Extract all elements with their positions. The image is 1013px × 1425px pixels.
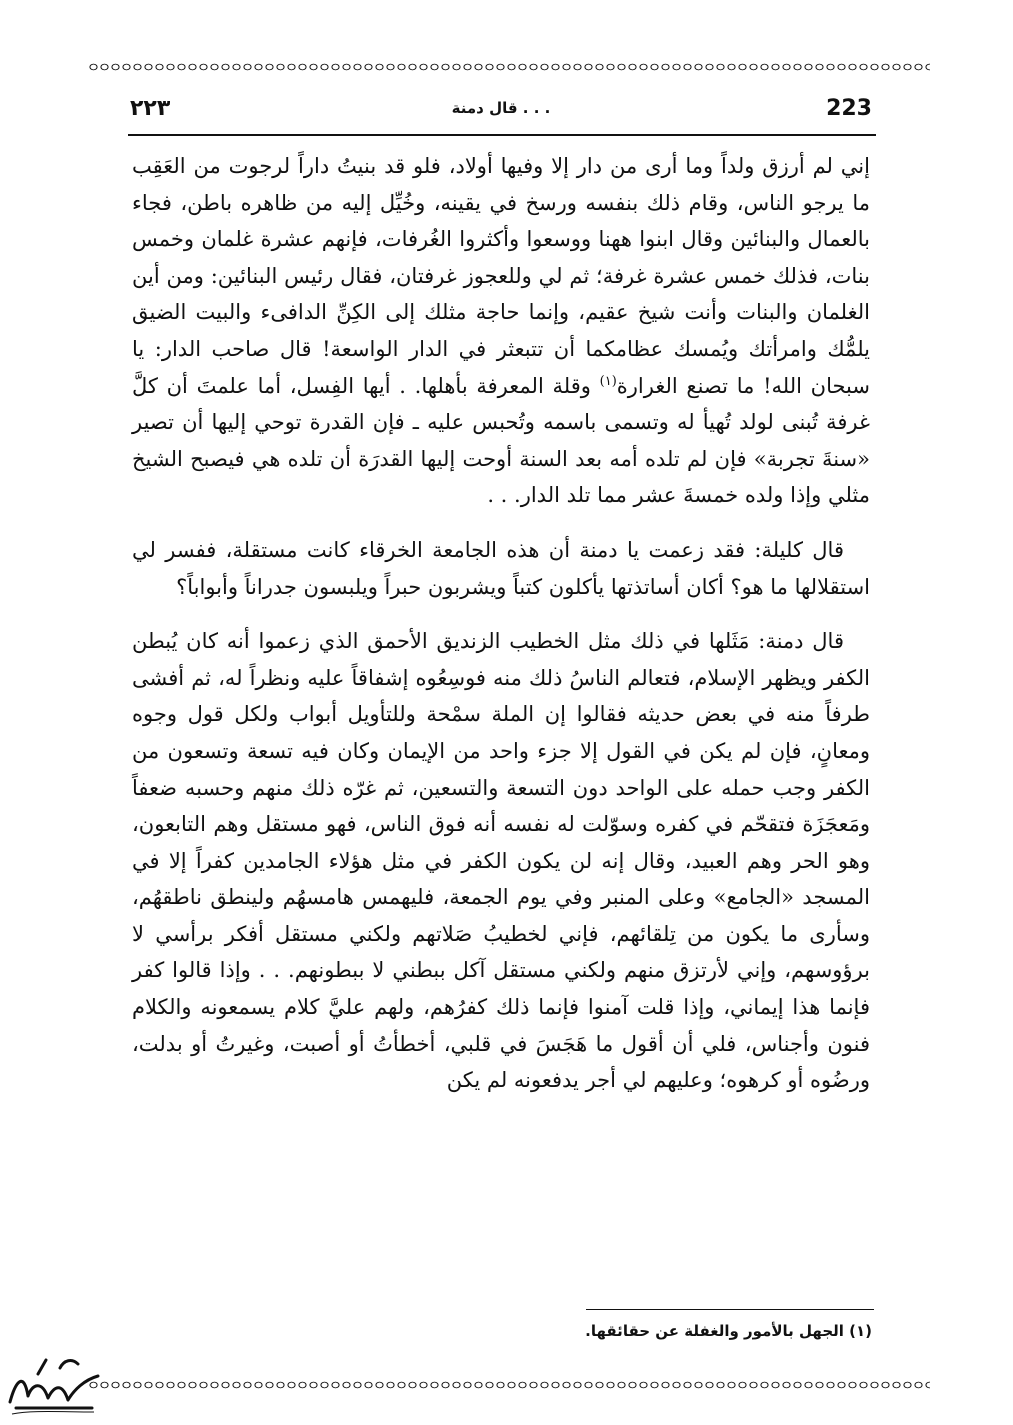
page-number-latin: 223 (826, 96, 872, 121)
running-title: قال دمنة . . . (451, 99, 551, 117)
header-rule (128, 134, 876, 136)
footnote-rule (586, 1309, 874, 1310)
bottom-ornamental-border (88, 1378, 930, 1392)
paragraph-2: قال كليلة: فقد زعمت يا دمنة أن هذه الجامعة الخرقاء كانت مستقلة، ففسر لي استقلالها ما هو؟ أكان أساتذتها يأكلون كتباً ويشربون حبراً ويلبسون جدراناً وأبواباً؟ (132, 537, 870, 599)
calligraphy-watermark (2, 1350, 106, 1420)
paragraph-1 (132, 148, 870, 514)
body-text (132, 148, 870, 1099)
top-ornamental-border (88, 60, 930, 74)
footnote: (١) الجهل بالأمور والغفلة عن حقائقها. (585, 1322, 872, 1340)
paragraph-1-text-before: إني لم أرزق ولداً وما أرى من دار إلا وفيها أولاد، فلو قد بنيتُ داراً لرجوت من العَقِب ما يرجو الناس، وقام ذلك بنفسه ورسخ في يقينه، وخُيِّل إليه من ظاهره باطن، فجاء بالعمال والبنائين وقال ابنوا ههنا ووسعوا وأكثروا الغُرفات، فإنهم عشرة غلمان وخمس بنات، فذلك خمس عشرة غرفة؛ ثم لي وللعجوز غرفتان، فقال رئيس البنائين: ومن أين الغلمان والبنات وأنت شيخ عقيم، وإنما حاجة مثلك إلى الكِنِّ الدافىء والبيت الضيق يلمُّك وامرأتك ويُمسك عظامكما أن تتبعثر في الدار الواسعة! قال صاحب الدار: يا سبحان الله! ما تصنع الغرارة (132, 154, 870, 398)
page-number-arabic: ٢٢٣ (130, 96, 171, 121)
paragraph-3: قال دمنة: مَثَلها في ذلك مثل الخطيب الزنديق الأحمق الذي زعموا أنه كان يُبطن الكفر ويظهر الإسلام، فتعالم الناسُ ذلك منه فوسِعُوه إشفاقاً عليه ونظراً له، ثم أفشى طرفاً منه في بعض حديثه فقالوا إن الملة سمْحة وللتأويل أبواب ولكل قول وجوه ومعانٍ، فإن لم يكن في القول إلا جزء واحد من الإيمان وكان فيه تسعة وتسعون من الكفر وجب حمله على الواحد دون التسعة والتسعين، ثم غرّه ذلك منهم وحسبه ضعفاً ومَعجَزَة فتقحّم في كفره وسوّلت له نفسه أنه فوق الناس، فهو مستقل وهم التابعون، وهو الحر وهم العبيد، وقال إنه لن يكون الكفر في مثل هؤلاء الجامدين كفراً إلا في المسجد «الجامع» وعلى المنبر وفي يوم الجمعة، فليهمس هامسهُم ولينطق ناطقهُم، وسأرى ما يكون من تِلقائهم، فإني لخطيبُ صَلاتهم ولكني مستقل أفكر برأسي لا برؤوسهم، وإني لأرتزق منهم ولكني مستقل آكل ببطني لا ببطونهم. . . وإذا قالوا كفر فإنما هذا إيماني، وإذا قلت آمنوا فإنما ذلك كفرُهم، ولهم عليَّ كلام يسمعونه والكلام فنون وأجناس، فلي أن أقول ما هَجَسَ في قلبي، أخطأتُ أو أصبت، وغيرتُ أو بدلت، ورضُوه أو كرهوه؛ وعليهم لي أجر يدفعونه لم يكن (132, 629, 870, 1093)
footnote-marker: (١) (599, 373, 617, 389)
page-header (130, 96, 872, 130)
paragraph-1-text-after: وقلة المعرفة بأهلها. . أيها الفِسل، أما علمتَ أن كلَّ غرفة تُبنى لولد تُهيأ له وتسمى باسمه وتُحبس عليه ـ فإن القدرة توحي إليها أن تصير «سنةَ تجربة» فإن لم تلده أمه بعد السنة أوحت إليها القدرَة أن تلده هي فيصبح الشيخ مثلي وإذا ولده خمسةَ عشر مما تلد الدار. . . (132, 373, 870, 508)
